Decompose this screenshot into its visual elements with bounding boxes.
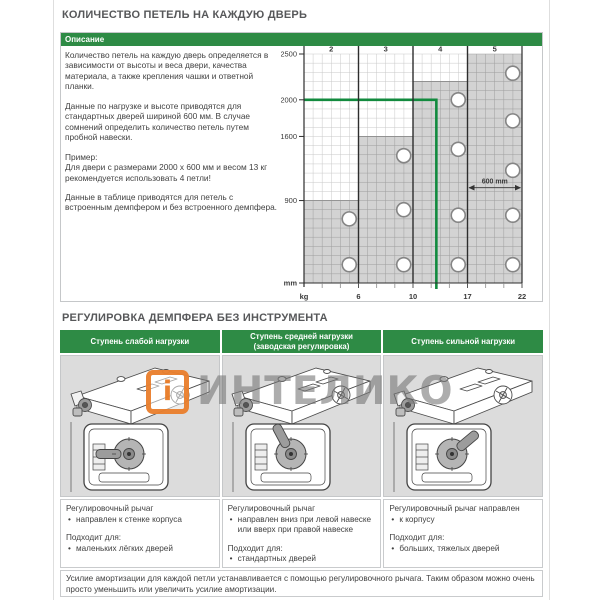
svg-text:3: 3	[383, 46, 388, 54]
svg-text:22: 22	[517, 292, 527, 301]
svg-text:900: 900	[284, 196, 297, 206]
column-hinge-images	[60, 355, 220, 497]
svg-text:1600: 1600	[281, 131, 297, 141]
column-description: Регулировочный рычаг направлен • к корпусу Подходит для: • больших, тяжелых дверей	[383, 499, 543, 568]
svg-text:5: 5	[492, 46, 497, 54]
svg-text:6: 6	[356, 292, 361, 301]
description-box	[60, 32, 543, 302]
description-paragraph: Данные в таблице приводятся для петель с встроенным демпфером и без встроенного демпфера.	[65, 191, 277, 213]
description-text	[65, 50, 277, 222]
column-header: Ступень средней нагрузки (заводская регулировка)	[222, 330, 382, 353]
table-column	[60, 330, 220, 568]
damper-adjustment-table	[60, 330, 543, 568]
page-title: КОЛИЧЕСТВО ПЕТЕЛЬ НА КАЖДУЮ ДВЕРЬ	[62, 9, 308, 21]
footer-note: Усилие амортизации для каждой петли устанавливается с помощью регулировочного рычага. Таким образом можно очень просто уменьшить или увеличить усилие амортизации.	[60, 570, 543, 597]
description-paragraph: Данные по нагрузке и высоте приводятся для стандартных дверей шириной 600 мм. В случае сомнений определить количество петель путем пробной навески.	[65, 100, 251, 143]
svg-text:2: 2	[329, 46, 334, 54]
svg-text:17: 17	[463, 292, 472, 301]
svg-text:4: 4	[438, 46, 443, 54]
description-paragraph: Количество петель на каждую дверь определяется в зависимости от высоты и веса двери, качества материала, а также крепления чашки и ответной планки.	[65, 50, 269, 92]
table-column	[383, 330, 543, 568]
section-title-damper: РЕГУЛИРОВКА ДЕМПФЕРА БЕЗ ИНСТРУМЕНТА	[62, 312, 328, 324]
svg-text:2000: 2000	[281, 95, 297, 105]
page-edge-left	[53, 0, 54, 600]
svg-text:mm: mm	[283, 278, 297, 288]
svg-text:kg: kg	[299, 292, 309, 301]
hinge-count-chart-svg	[281, 46, 542, 304]
description-paragraph: Пример: Для двери с размерами 2000 x 600 мм и весом 13 кг рекомендуется использовать 4 петли!	[65, 151, 268, 183]
svg-text:2500: 2500	[281, 49, 297, 59]
column-description: Регулировочный рычаг • направлен вниз при левой навеске или вверх при правой навеске Подходит для: • стандартных дверей	[222, 499, 382, 568]
column-header: Ступень сильной нагрузки	[383, 330, 543, 353]
damper-detail-drawing	[390, 420, 496, 496]
table-column	[222, 330, 382, 568]
description-box-header: Описание	[61, 33, 542, 46]
page-edge-right	[549, 0, 550, 600]
watermark-text: ИНТЕЛИКО	[197, 369, 454, 414]
svg-text:600 mm: 600 mm	[481, 178, 508, 186]
svg-text:10: 10	[408, 292, 418, 301]
column-hinge-images	[383, 355, 543, 497]
hinge-count-chart	[281, 46, 542, 304]
column-hinge-images	[222, 355, 382, 497]
column-description: Регулировочный рычаг • направлен к стенке корпуса Подходит для: • маленьких лёгких дверей	[60, 499, 220, 568]
watermark-logo-icon: i	[146, 370, 189, 414]
damper-detail-drawing	[229, 420, 335, 496]
column-header: Ступень слабой нагрузки	[60, 330, 220, 353]
damper-detail-drawing	[67, 420, 173, 496]
